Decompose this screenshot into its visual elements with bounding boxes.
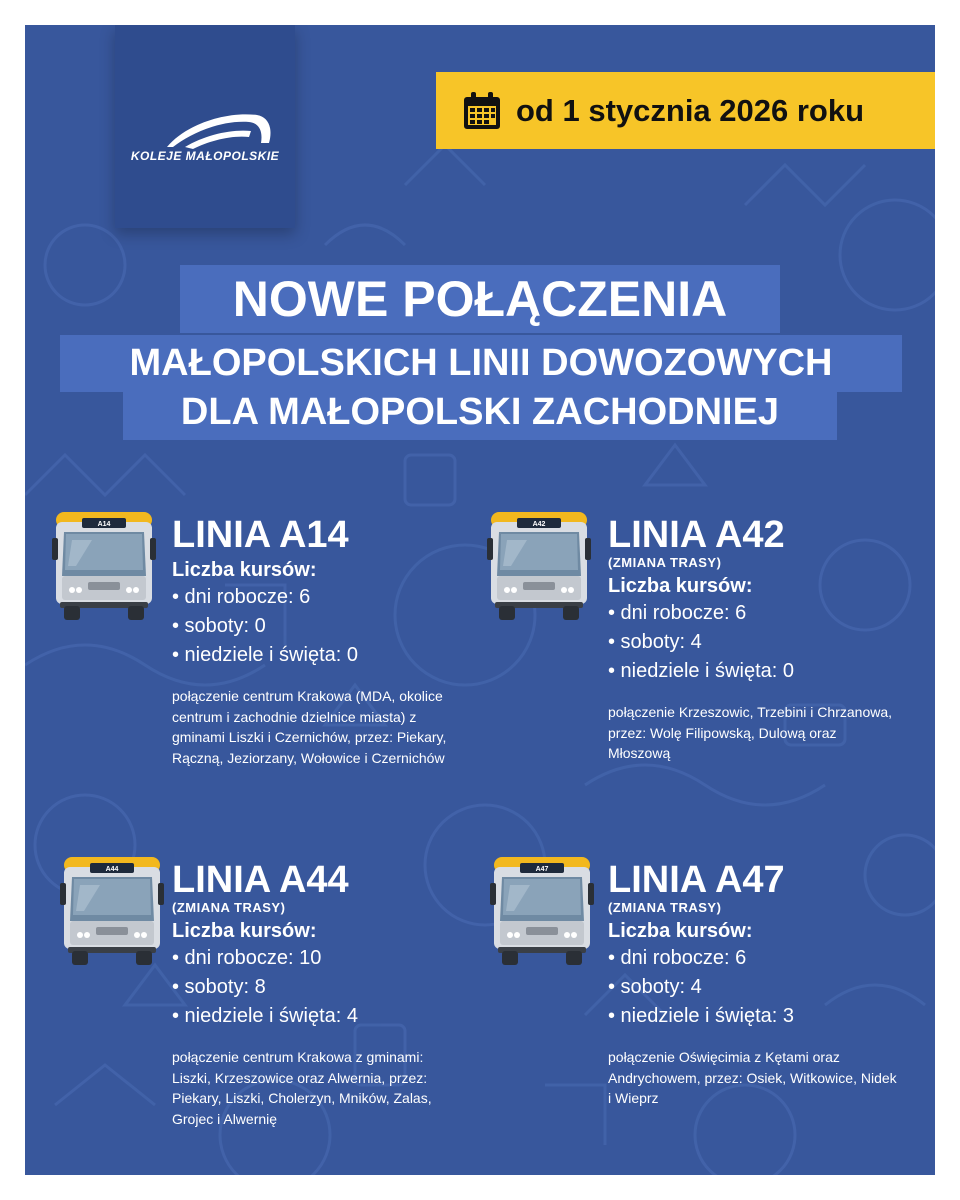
calendar-icon xyxy=(462,91,502,131)
line-info xyxy=(172,515,462,768)
poster xyxy=(25,25,935,1175)
trip-count-item: • niedziele i święta: 3 xyxy=(608,1005,794,1027)
trip-count-item: • soboty: 4 xyxy=(608,976,702,998)
trip-count-item: • soboty: 4 xyxy=(608,631,702,653)
bus-route-label: A42 xyxy=(532,521,546,528)
route-description: połączenie centrum Krakowa (MDA, okolice centrum i zachodnie dzielnice miasta) z gminami Liszki i Czernichów, przez: Piekary, Rączną, Jeziorzany, Wołowice i Czernichów xyxy=(172,688,447,766)
route-description: połączenie Oświęcimia z Kętami oraz Andrychowem, przez: Osiek, Witkowice, Nidek i Wieprz xyxy=(608,1049,897,1106)
trip-count-item: • niedziele i święta: 4 xyxy=(172,1005,358,1027)
bus-icon xyxy=(490,855,594,967)
title-line-1: NOWE POŁĄCZENIA xyxy=(180,265,780,333)
trips-label: Liczba kursów: xyxy=(608,920,753,942)
trip-count-item: • niedziele i święta: 0 xyxy=(608,660,794,682)
trips-label: Liczba kursów: xyxy=(172,559,317,581)
trips-label: Liczba kursów: xyxy=(172,920,317,942)
route-change-note: (ZMIANA TRASY) xyxy=(172,900,286,915)
bus-route-label: A44 xyxy=(105,866,119,873)
line-info xyxy=(608,515,898,764)
trip-count-item: • dni robocze: 10 xyxy=(172,947,322,969)
line-name: LINIA A47 xyxy=(608,859,785,901)
trip-count-item: • soboty: 8 xyxy=(172,976,266,998)
trip-count-item: • dni robocze: 6 xyxy=(172,586,311,608)
line-info xyxy=(172,860,462,1129)
title-line-3: DLA MAŁOPOLSKI ZACHODNIEJ xyxy=(123,384,837,440)
bus-icon xyxy=(487,510,591,622)
trip-count-item: • soboty: 0 xyxy=(172,615,266,637)
logo-text: KOLEJE MAŁOPOLSKIE xyxy=(130,149,280,163)
trips-label: Liczba kursów: xyxy=(608,575,753,597)
line-info xyxy=(608,860,898,1109)
route-change-note: (ZMIANA TRASY) xyxy=(608,900,722,915)
route-change-note: (ZMIANA TRASY) xyxy=(608,555,722,570)
trip-count-item: • dni robocze: 6 xyxy=(608,947,747,969)
bus-icon xyxy=(60,855,164,967)
route-description: połączenie Krzeszowic, Trzebini i Chrzanowa, przez: Wolę Filipowską, Dulową oraz Młoszową xyxy=(608,704,893,761)
date-banner xyxy=(436,72,935,149)
brand-logo xyxy=(115,25,295,228)
line-name: LINIA A42 xyxy=(608,514,785,556)
line-name: LINIA A44 xyxy=(172,859,349,901)
bus-route-label: A47 xyxy=(535,866,549,873)
line-name: LINIA A14 xyxy=(172,514,349,556)
trip-count-item: • dni robocze: 6 xyxy=(608,602,747,624)
title-line-2: MAŁOPOLSKICH LINII DOWOZOWYCH xyxy=(60,335,902,392)
bus-route-label: A14 xyxy=(97,521,111,528)
route-description: połączenie centrum Krakowa z gminami: Liszki, Krzeszowice oraz Alwernia, przez: Piekary, Liszki, Cholerzyn, Mników, Zalas, Grojec i Alwernię xyxy=(172,1049,432,1127)
bus-icon xyxy=(52,510,156,622)
date-text: od 1 stycznia 2026 roku xyxy=(516,92,865,128)
trip-count-item: • niedziele i święta: 0 xyxy=(172,644,358,666)
